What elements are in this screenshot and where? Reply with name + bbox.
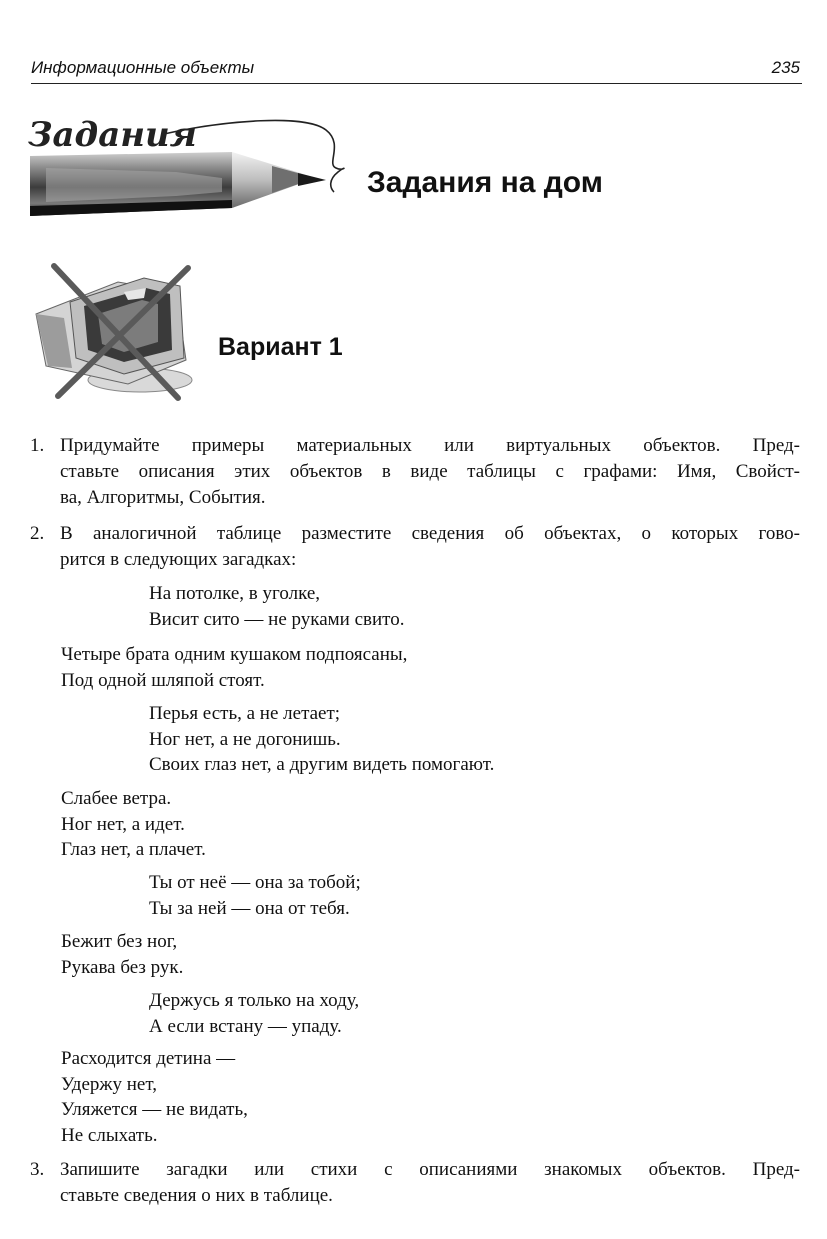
- task-text: [60, 521, 800, 573]
- pencil-icon: [26, 112, 356, 224]
- riddle: [149, 870, 361, 921]
- section-title: Задания на дом: [367, 166, 603, 199]
- riddle-line: Ног нет, а идет.: [61, 813, 185, 835]
- header-rule: [31, 83, 802, 84]
- riddle-line: Расходится детина —: [61, 1048, 236, 1069]
- riddle-line: Висит сито — не руками свито.: [149, 608, 405, 630]
- task-text: [60, 1157, 800, 1209]
- riddle-line: Своих глаз нет, а другим видеть помогают.: [149, 754, 495, 775]
- riddle-line: Глаз нет, а плачет.: [61, 839, 206, 860]
- riddle-line: На потолке, в уголке,: [149, 583, 321, 604]
- crossed-monitor-icon: [28, 262, 200, 402]
- riddle-line: А если встану — упаду.: [149, 1015, 342, 1037]
- page-number: 235: [771, 58, 800, 77]
- riddle-line: Ног нет, а не догонишь.: [149, 728, 341, 750]
- task-line: ставьте сведения о них в таблице.: [60, 1185, 333, 1206]
- riddle-line: Удержу нет,: [61, 1073, 157, 1095]
- riddle: [61, 786, 206, 863]
- task-text: [60, 433, 800, 511]
- running-header: [31, 58, 802, 84]
- task-number: 3.: [30, 1159, 45, 1180]
- riddle-line: Четыре брата одним кушаком подпоясаны,: [61, 644, 408, 665]
- task-number: 2.: [30, 523, 45, 544]
- monitor-illustration: [28, 262, 200, 402]
- riddle-line: Ты от неё — она за тобой;: [149, 872, 361, 893]
- pencil-logo: [26, 112, 356, 224]
- riddle-line: Бежит без ног,: [61, 931, 178, 952]
- task-line: ва, Алгоритмы, События.: [60, 487, 266, 508]
- task-line: Придумайте примеры материальных или виртуальных объектов. Пред-: [60, 435, 800, 456]
- riddle-line: Рукава без рук.: [61, 956, 184, 978]
- riddle: [149, 701, 494, 778]
- riddle-line: Ты за ней — она от тебя.: [149, 897, 350, 919]
- riddle-line: Под одной шляпой стоят.: [61, 669, 265, 691]
- riddle-line: Уляжется — не видать,: [61, 1099, 248, 1120]
- task-number: 1.: [30, 435, 45, 456]
- riddle-line: Перья есть, а не летает;: [149, 703, 341, 724]
- riddle: [61, 929, 183, 980]
- riddle-line: Не слыхать.: [61, 1124, 158, 1146]
- logo-script-text: Задания: [28, 115, 197, 155]
- riddle: [149, 581, 404, 632]
- variant-title: Вариант 1: [218, 333, 343, 361]
- running-title: Информационные объекты: [31, 58, 255, 77]
- task-line: В аналогичной таблице разместите сведения об объектах, о которых гово-: [60, 523, 800, 544]
- riddle: [149, 988, 359, 1039]
- task-line: Запишите загадки или стихи с описаниями знакомых объектов. Пред-: [60, 1159, 800, 1180]
- task-line: ставьте описания этих объектов в виде таблицы с графами: Имя, Свойст-: [60, 461, 800, 482]
- task-line: рится в следующих загадках:: [60, 549, 297, 570]
- riddle: [61, 642, 407, 693]
- riddle-line: Слабее ветра.: [61, 788, 172, 809]
- riddle-line: Держусь я только на ходу,: [149, 990, 360, 1011]
- riddle: [61, 1046, 248, 1148]
